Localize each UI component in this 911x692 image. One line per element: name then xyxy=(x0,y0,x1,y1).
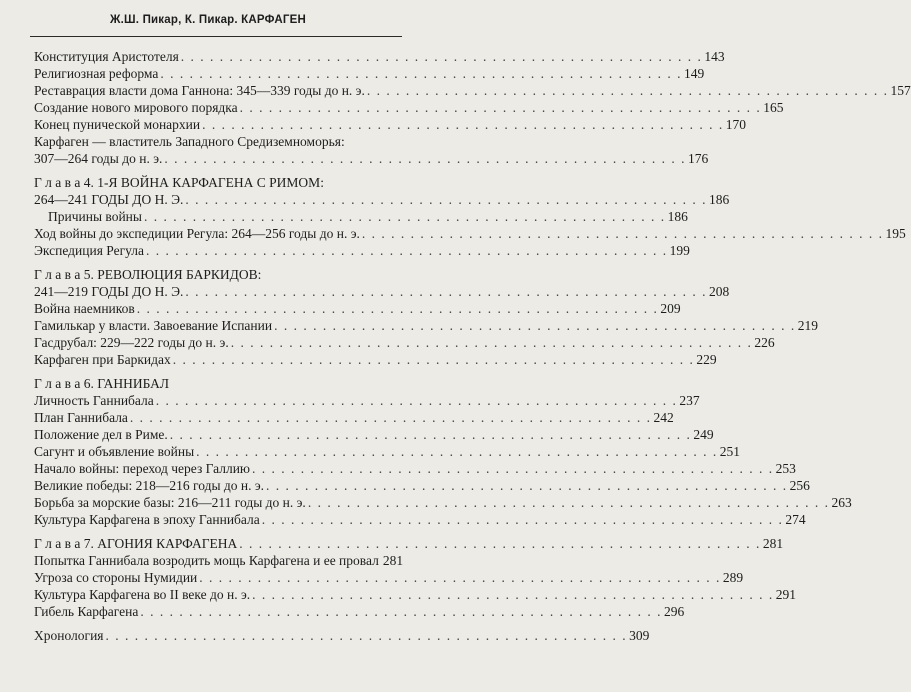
leader-dots: . . . . . . . . . . . . . . . . . . . . . . . . . . . . . . . . . . . . . . . . . . . . . . . . . . . . . . xyxy=(230,335,753,350)
toc-entry-title: Конец пунической монархии xyxy=(34,117,201,132)
toc-entry[interactable] xyxy=(34,511,806,528)
toc-entry-title: Положение дел в Риме. xyxy=(34,427,168,442)
toc-entry-page: 237 xyxy=(679,393,700,408)
toc-entry-page: 281 xyxy=(382,553,404,568)
leader-dots: . . . . . . . . . . . . . . . . . . . . . . . . . . . . . . . . . . . . . . . . . . . . . . . . . . . . . . xyxy=(202,117,724,132)
toc-entry-title: Хронология xyxy=(34,628,104,643)
toc-entry-title: Гасдрубал: 229—222 годы до н. э. xyxy=(34,335,229,350)
leader-dots: . . . . . . . . . . . . . . . . . . . . . . . . . . . . . . . . . . . . . . . . . . . . . . . . . . . . . . xyxy=(140,604,662,619)
toc-entry-page: 296 xyxy=(663,604,685,619)
toc-entry[interactable] xyxy=(34,494,852,511)
toc-entry-page: 176 xyxy=(688,151,709,166)
toc-entry-page: 143 xyxy=(704,49,725,64)
toc-entry-title: Война наемников xyxy=(34,301,135,316)
toc-entry[interactable] xyxy=(34,334,775,351)
toc-entry-page: 157 xyxy=(890,83,911,98)
leader-dots: . . . . . . . . . . . . . . . . . . . . . . . . . . . . . . . . . . . . . . . . . . . . . . . . . . . . . . xyxy=(196,444,718,459)
leader-dots: . . . . . . . . . . . . . . . . . . . . . . . . . . . . . . . . . . . . . . . . . . . . . . . . . . . . . . xyxy=(172,352,695,367)
leader-dots: . . . . . . . . . . . . . . . . . . . . . . . . . . . . . . . . . . . . . . . . . . . . . . . . . . . . . . xyxy=(307,495,830,510)
leader-dots: . . . . . . . . . . . . . . . . . . . . . . . . . . . . . . . . . . . . . . . . . . . . . . . . . . . . . . xyxy=(164,151,687,166)
toc-entry-page: 249 xyxy=(693,427,714,442)
toc-entry-page: 291 xyxy=(775,587,797,602)
toc-entry-page: 242 xyxy=(653,410,674,425)
toc-entry-title: Начало войны: переход через Галлию xyxy=(34,461,251,476)
toc-entry-page: 281 xyxy=(762,536,784,551)
toc-entry-page: 226 xyxy=(754,335,775,350)
toc-entry-title: Экспедиция Регула xyxy=(34,243,145,258)
toc-entry-title: Борьба за морские базы: 216—211 годы до н. э. xyxy=(34,495,306,510)
running-header: Ж.Ш. Пикар, К. Пикар. КАРФАГЕН xyxy=(110,14,306,26)
toc-entry-title: Создание нового мирового порядка xyxy=(34,100,238,115)
toc-entry[interactable] xyxy=(34,392,700,409)
header-rule xyxy=(30,36,402,37)
leader-dots: . . . . . . . . . . . . . . . . . . . . . . . . . . . . . . . . . . . . . . . . . . . . . . . . . . . . . . xyxy=(274,318,796,333)
leader-dots: . . . . . . . . . . . . . . . . . . . . . . . . . . . . . . . . . . . . . . . . . . . . . . . . . . . . . . xyxy=(366,83,889,98)
chapter-heading: Г л а в а 4. 1-Я ВОЙНА КАРФАГЕНА С РИМОМ: xyxy=(34,175,324,190)
toc-entry-page: 170 xyxy=(725,117,746,132)
leader-dots: . . . . . . . . . . . . . . . . . . . . . . . . . . . . . . . . . . . . . . . . . . . . . . . . . . . . . . xyxy=(266,478,788,493)
leader-dots: . . . . . . . . . . . . . . . . . . . . . . . . . . . . . . . . . . . . . . . . . . . . . . . . . . . . . . xyxy=(180,49,703,64)
chapter-entry[interactable] xyxy=(34,283,730,300)
chapter-entry[interactable] xyxy=(34,535,784,552)
leader-dots: . . . . . . . . . . . . . . . . . . . . . . . . . . . . . . . . . . . . . . . . . . . . . . . . . . . . . . xyxy=(169,427,692,442)
toc-entry-title: Великие победы: 218—216 годы до н. э. xyxy=(34,478,265,493)
toc-entry-title: План Ганнибала xyxy=(34,410,128,425)
toc-entry[interactable] xyxy=(34,65,705,82)
toc-entry[interactable] xyxy=(34,569,744,586)
toc-entry-title: Карфаген при Баркидах xyxy=(34,352,171,367)
leader-dots: . . . . . . . . . . . . . . . . . . . . . . . . . . . . . . . . . . . . . . . . . . . . . . . . . . . . . . xyxy=(239,100,762,115)
toc-entry-title: Сагунт и объявление войны xyxy=(34,444,195,459)
toc-entry[interactable] xyxy=(34,586,797,603)
leader-dots: . . . . . . . . . . . . . . . . . . . . . . . . . . . . . . . . . . . . . . . . . . . . . . . . . . . . . . xyxy=(252,587,774,602)
toc-entry-title-cont: 307—264 годы до н. э. xyxy=(34,151,163,166)
toc-entry[interactable] xyxy=(34,48,725,65)
leader-dots: . . . . . . . . . . . . . . . . . . . . . . . . . . . . . . . . . . . . . . . . . . . . . . . . . . . . . . xyxy=(105,628,628,643)
toc-entry[interactable] xyxy=(34,552,404,569)
leader-dots: . . . . . . . . . . . . . . . . . . . . . . . . . . . . . . . . . . . . . . . . . . . . . . . . . . . . . . xyxy=(143,209,666,224)
leader-dots: . . . . . . . . . . . . . . . . . . . . . . . . . . . . . . . . . . . . . . . . . . . . . . . . . . . . . . xyxy=(185,284,708,299)
toc-entry-page: 165 xyxy=(763,100,784,115)
toc-entry-page: 253 xyxy=(775,461,796,476)
chapter-entry[interactable] xyxy=(34,191,730,208)
leader-dots: . . . . . . . . . . . . . . . . . . . . . . . . . . . . . . . . . . . . . . . . . . . . . . . . . . . . . . xyxy=(239,536,761,551)
table-of-contents xyxy=(34,48,911,644)
toc-entry[interactable] xyxy=(34,82,911,99)
chapter-heading: Г л а в а 7. АГОНИЯ КАРФАГЕНА xyxy=(34,536,238,551)
toc-entry-page: 186 xyxy=(709,192,730,207)
toc-entry[interactable] xyxy=(34,603,685,620)
toc-entry-page: 186 xyxy=(667,209,688,224)
toc-entry[interactable] xyxy=(34,99,784,116)
toc-entry[interactable] xyxy=(34,317,818,334)
toc-entry-page: 229 xyxy=(696,352,717,367)
toc-entry-title: Причины войны xyxy=(48,209,142,224)
leader-dots: . . . . . . . . . . . . . . . . . . . . . . . . . . . . . . . . . . . . . . . . . . . . . . . . . . . . . . xyxy=(155,393,678,408)
toc-entry[interactable] xyxy=(34,351,717,368)
chapter-heading: Г л а в а 6. ГАННИБАЛ xyxy=(34,376,170,391)
leader-dots: . . . . . . . . . . . . . . . . . . . . . . . . . . . . . . . . . . . . . . . . . . . . . . . . . . . . . . xyxy=(361,226,884,241)
toc-entry[interactable] xyxy=(34,409,674,426)
toc-entry-title: Гамилькар у власти. Завоевание Испании xyxy=(34,318,273,333)
toc-entry-title: Культура Карфагена в эпоху Ганнибала xyxy=(34,512,260,527)
toc-entry-page: 263 xyxy=(831,495,852,510)
toc-entry-title: Религиозная реформа xyxy=(34,66,159,81)
leader-dots: . . . . . . . . . . . . . . . . . . . . . . . . . . . . . . . . . . . . . . . . . . . . . . . . . . . . . . xyxy=(252,461,774,476)
leader-dots: . . . . . . . . . . . . . . . . . . . . . . . . . . . . . . . . . . . . . . . . . . . . . . . . . . . . . . xyxy=(185,192,708,207)
toc-entry-title: Гибель Карфагена xyxy=(34,604,139,619)
toc-entry-title: Личность Ганнибала xyxy=(34,393,154,408)
toc-entry-page: 149 xyxy=(683,66,705,81)
toc-entry-title: Попытка Ганнибала возродить мощь Карфагена и ее провал xyxy=(34,553,379,568)
leader-dots: . . . . . . . . . . . . . . . . . . . . . . . . . . . . . . . . . . . . . . . . . . . . . . . . . . . . . . xyxy=(199,570,721,585)
toc-entry-page: 274 xyxy=(785,512,806,527)
chapter-heading-cont: 241—219 ГОДЫ ДО Н. Э. xyxy=(34,284,184,299)
toc-entry-title: Конституция Аристотеля xyxy=(34,49,179,64)
toc-entry[interactable] xyxy=(34,477,810,494)
leader-dots: . . . . . . . . . . . . . . . . . . . . . . . . . . . . . . . . . . . . . . . . . . . . . . . . . . . . . . xyxy=(136,301,659,316)
toc-entry-page: 219 xyxy=(797,318,818,333)
toc-entry-page: 251 xyxy=(719,444,741,459)
toc-entry[interactable] xyxy=(34,300,681,317)
chapter-heading: Г л а в а 5. РЕВОЛЮЦИЯ БАРКИДОВ: xyxy=(34,267,262,282)
toc-entry-title: Ход войны до экспедиции Регула: 264—256 годы до н. э. xyxy=(34,226,360,241)
toc-entry-title: Реставрация власти дома Ганнона: 345—339 годы до н. э. xyxy=(34,83,365,98)
toc-entry[interactable] xyxy=(34,242,690,259)
toc-entry-page: 209 xyxy=(660,301,681,316)
toc-entry-page: 199 xyxy=(669,243,690,258)
toc-entry-page: 256 xyxy=(789,478,810,493)
leader-dots: . . . . . . . . . . . . . . . . . . . . . . . . . . . . . . . . . . . . . . . . . . . . . . . . . . . . . . xyxy=(261,512,784,527)
toc-entry-title: Карфаген — властитель Западного Средиземноморья: xyxy=(34,134,345,149)
toc-entry-page: 309 xyxy=(629,628,650,643)
toc-entry[interactable] xyxy=(34,627,650,644)
toc-entry[interactable] xyxy=(34,225,906,242)
toc-entry-page: 289 xyxy=(722,570,744,585)
leader-dots: . . . . . . . . . . . . . . . . . . . . . . . . . . . . . . . . . . . . . . . . . . . . . . . . . . . . . . xyxy=(160,66,682,81)
toc-entry[interactable] xyxy=(34,426,714,443)
toc-entry[interactable] xyxy=(34,116,746,133)
leader-dots: . . . . . . . . . . . . . . . . . . . . . . . . . . . . . . . . . . . . . . . . . . . . . . . . . . . . . . xyxy=(146,243,668,258)
toc-entry-title: Культура Карфагена во II веке до н. э. xyxy=(34,587,251,602)
toc-entry[interactable] xyxy=(34,443,741,460)
leader-dots: . . . . . . . . . . . . . . . . . . . . . . . . . . . . . . . . . . . . . . . . . . . . . . . . . . . . . . xyxy=(129,410,652,425)
chapter-heading-cont: 264—241 ГОДЫ ДО Н. Э. xyxy=(34,192,184,207)
toc-entry[interactable] xyxy=(34,150,709,167)
toc-entry-page: 208 xyxy=(709,284,730,299)
toc-entry-page: 195 xyxy=(885,226,906,241)
toc-entry[interactable] xyxy=(34,460,796,477)
toc-entry[interactable] xyxy=(34,208,688,225)
toc-entry-title: Угроза со стороны Нумидии xyxy=(34,570,198,585)
